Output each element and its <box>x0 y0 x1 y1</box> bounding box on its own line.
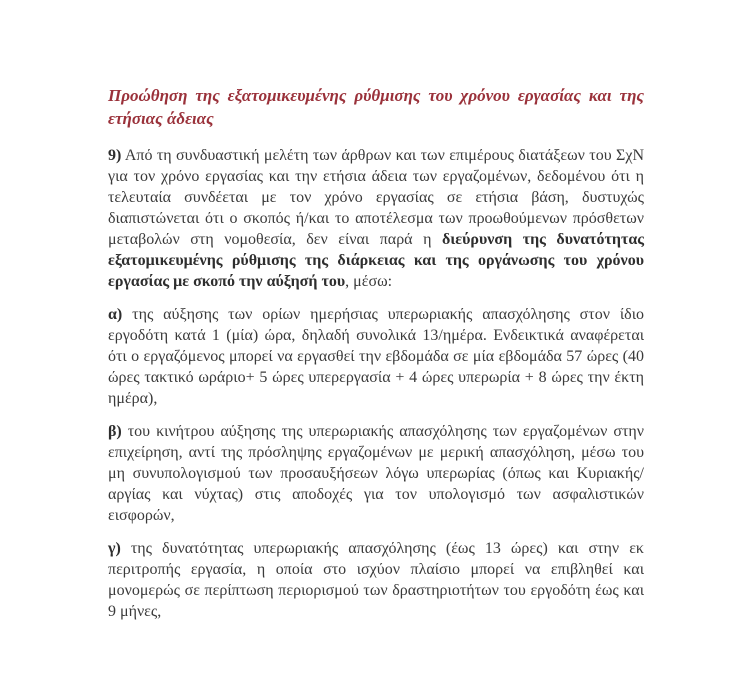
paragraph-alpha <box>108 304 644 409</box>
document-content <box>108 84 644 634</box>
paragraph-beta-marker: β) <box>108 423 122 440</box>
paragraph-alpha-marker: α) <box>108 306 123 323</box>
paragraph-beta <box>108 421 644 526</box>
paragraph-beta-text: του κινήτρου αύξησης της υπερωριακής απασχόλησης των εργαζομένων στην επιχείρηση, αντί της πρόσληψης εργαζομένων με μερική απασχόληση, μέσω του μη συνυπολογισμού των προσαυξήσεων λόγω υπερωρίας (όπως και Κυριακής/αργίας και νύχτας) στις αποδοχές για τον υπολογισμό των ασφαλιστικών εισφορών, <box>108 423 644 524</box>
paragraph-gamma-text: της δυνατότητας υπερωριακής απασχόλησης (έως 13 ώρες) και στην εκ περιτροπής εργασία, η οποία στο ισχύον πλαίσιο μπορεί να επιβληθεί και μονομερώς σε περίπτωση περιορισμού των δραστηριοτήτων του εργοδότη έως και 9 μήνες, <box>108 540 644 620</box>
paragraph-9-text: Από τη συνδυαστική μελέτη των άρθρων και των επιμέρους διατάξεων του ΣχΝ για τον χρόνο εργασίας και την ετήσια άδεια των εργαζομένων, δεδομένου ότι η τελευταία συνδέεται με τον χρόνο εργασίας σε ετήσια βάση, δυστυχώς διαπιστώνεται ότι ο σκοπός ή/και το αποτέλεσμα των προωθούμενων πρόσθετων μεταβολών στη νομοθεσία, δεν είναι παρά η <box>108 147 644 248</box>
paragraph-gamma <box>108 538 644 622</box>
document-heading: Προώθηση της εξατομικευμένης ρύθμισης του χρόνου εργασίας και της ετήσιας άδειας <box>108 86 644 128</box>
paragraph-alpha-text: της αύξησης των ορίων ημερήσιας υπερωριακής απασχόλησης στον ίδιο εργοδότη κατά 1 (μία) ώρα, δηλαδή συνολικά 13/ημέρα. Ενδεικτικά αναφέρεται ότι ο εργαζόμενος μπορεί να εργασθεί την εβδομάδα σε μία εβδομάδα 57 ώρες (40 ώρες τακτικό ωράριο+ 5 ώρες υπερεργασία + 4 ώρες υπερωρία + 8 ώρες την έκτη ημέρα), <box>108 306 644 407</box>
paragraph-9-bold-passage: διεύρυνση της δυνατότητας εξατομικευμένης ρύθμισης της διάρκειας και της οργάνωσης του χρόνου εργασίας με σκοπό την αύξησή του <box>108 231 645 290</box>
paragraph-9 <box>108 145 644 292</box>
paragraph-gamma-marker: γ) <box>108 540 121 557</box>
paragraph-9-text-tail: , μέσω: <box>345 273 393 290</box>
paragraph-9-marker: 9) <box>108 147 122 164</box>
